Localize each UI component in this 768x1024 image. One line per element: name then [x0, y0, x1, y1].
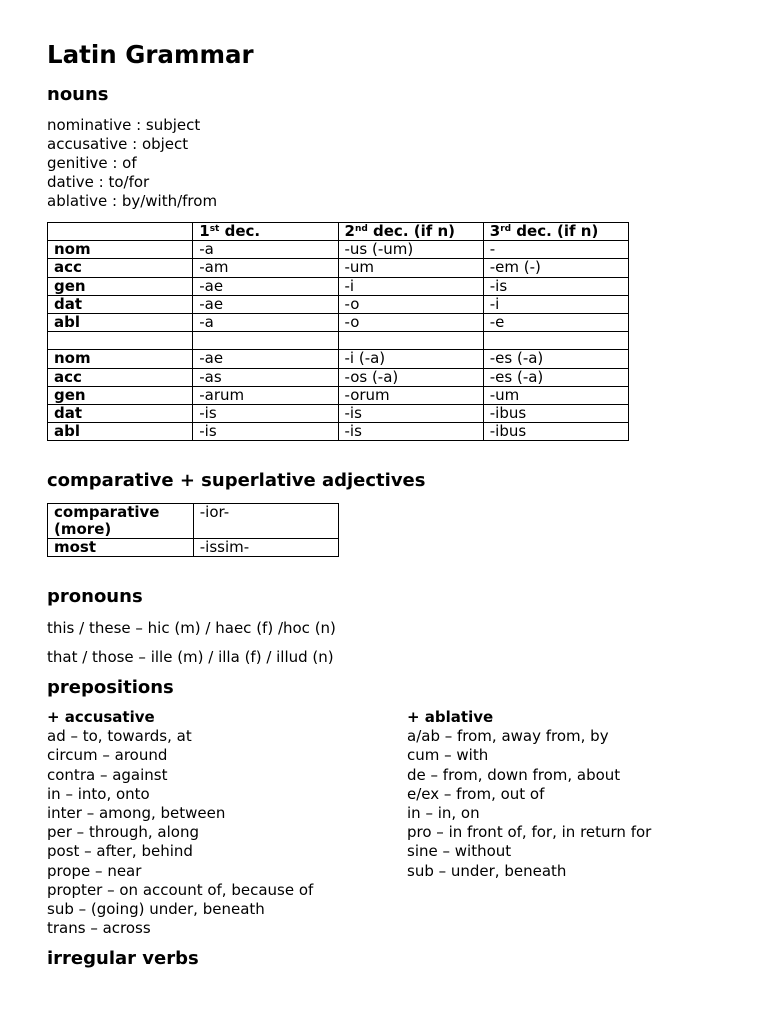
ending-cell: -o [338, 313, 483, 331]
table-row [48, 277, 629, 295]
column-header [483, 223, 628, 241]
ending-cell: -ibus [483, 423, 628, 441]
table-row [48, 539, 339, 557]
ending-cell [483, 332, 628, 350]
preposition-item: per – through, along [47, 823, 199, 842]
preposition-item: sub – (going) under, beneath [47, 899, 265, 918]
column-header [48, 223, 193, 241]
preposition-item: post – after, behind [47, 842, 193, 861]
header-rest: dec. (if n) [511, 222, 599, 240]
table-row [48, 504, 339, 539]
preposition-item: contra – against [47, 765, 168, 784]
case-cell: acc [48, 368, 193, 386]
preposition-item: inter – among, between [47, 803, 226, 822]
ending-cell: - [483, 241, 628, 259]
table-row [48, 295, 629, 313]
table-row [48, 350, 629, 368]
case-cell: gen [48, 277, 193, 295]
table-row [48, 332, 629, 350]
preposition-item: e/ex – from, out of [407, 784, 545, 803]
verbs-heading: irregular verbs [47, 948, 199, 969]
ending-cell: -ae [193, 277, 338, 295]
suffix-cell: -issim- [193, 539, 338, 557]
ending-cell: -orum [338, 386, 483, 404]
declension-table [47, 222, 629, 441]
ending-cell: -as [193, 368, 338, 386]
ending-cell: -a [193, 241, 338, 259]
preposition-item: trans – across [47, 919, 151, 938]
ablative-list [407, 708, 651, 881]
ablative-heading: + ablative [407, 708, 494, 726]
header-num: 3 [489, 222, 501, 240]
case-line: accusative : object [47, 135, 189, 154]
prepositions-heading: prepositions [47, 677, 174, 698]
case-cell: dat [48, 404, 193, 422]
ending-cell: -um [483, 386, 628, 404]
case-list [47, 116, 217, 211]
preposition-item: ad – to, towards, at [47, 727, 192, 746]
ending-cell: -am [193, 259, 338, 277]
case-cell: nom [48, 350, 193, 368]
accusative-list [47, 708, 313, 938]
preposition-item: sine – without [407, 842, 512, 861]
header-sup: st [209, 224, 220, 234]
ending-cell: -o [338, 295, 483, 313]
ending-cell: -is [193, 423, 338, 441]
ending-cell: -um [338, 259, 483, 277]
pronoun-line: that / those – ille (m) / illa (f) / illud (n) [47, 648, 334, 666]
ending-cell [193, 332, 338, 350]
degree-cell [48, 504, 194, 539]
header-rest: dec. [219, 222, 261, 240]
nouns-heading: nouns [47, 84, 109, 105]
table-header-row [48, 223, 629, 241]
ending-cell: -es (-a) [483, 350, 628, 368]
preposition-item: in – in, on [407, 803, 480, 822]
suffix-cell: -ior- [193, 504, 338, 539]
degree-note: (more) [54, 520, 112, 538]
adjectives-heading: comparative + superlative adjectives [47, 470, 426, 491]
ending-cell: -em (-) [483, 259, 628, 277]
header-sup: nd [354, 224, 368, 234]
ending-cell: -is [483, 277, 628, 295]
header-rest: dec. (if n) [367, 222, 456, 240]
case-cell: nom [48, 241, 193, 259]
preposition-item: a/ab – from, away from, by [407, 727, 609, 746]
ending-cell: -i [483, 295, 628, 313]
degree-label: most [54, 538, 97, 556]
table-row [48, 241, 629, 259]
preposition-item: in – into, onto [47, 784, 150, 803]
ending-cell: -is [338, 404, 483, 422]
preposition-item: prope – near [47, 861, 142, 880]
ending-cell [338, 332, 483, 350]
ending-cell: -a [193, 313, 338, 331]
table-row [48, 313, 629, 331]
ending-cell: -os (-a) [338, 368, 483, 386]
case-line: dative : to/for [47, 173, 150, 192]
case-cell: dat [48, 295, 193, 313]
column-header [193, 223, 338, 241]
case-cell: abl [48, 313, 193, 331]
degree-label: comparative [54, 503, 160, 521]
case-line: ablative : by/with/from [47, 192, 218, 211]
adjectives-table [47, 503, 339, 557]
ending-cell: -is [193, 404, 338, 422]
ending-cell: -es (-a) [483, 368, 628, 386]
case-line: genitive : of [47, 154, 137, 173]
ending-cell: -is [338, 423, 483, 441]
case-line: nominative : subject [47, 116, 201, 134]
case-cell: abl [48, 423, 193, 441]
preposition-item: de – from, down from, about [407, 765, 621, 784]
case-cell: acc [48, 259, 193, 277]
accusative-heading: + accusative [47, 708, 155, 726]
preposition-item: propter – on account of, because of [47, 880, 314, 899]
preposition-item: circum – around [47, 746, 168, 765]
pronoun-line: this / these – hic (m) / haec (f) /hoc (n) [47, 619, 336, 637]
header-sup: rd [500, 224, 512, 234]
ending-cell: -i [338, 277, 483, 295]
case-cell [48, 332, 193, 350]
pronouns-heading: pronouns [47, 586, 143, 607]
ending-cell: -i (-a) [338, 350, 483, 368]
table-row [48, 259, 629, 277]
table-row [48, 404, 629, 422]
header-num: 2 [344, 222, 355, 240]
table-row [48, 368, 629, 386]
page-title: Latin Grammar [47, 40, 254, 69]
case-cell: gen [48, 386, 193, 404]
ending-cell: -arum [193, 386, 338, 404]
table-row [48, 423, 629, 441]
ending-cell: -ae [193, 295, 338, 313]
ending-cell: -ae [193, 350, 338, 368]
degree-cell [48, 539, 194, 557]
table-row [48, 386, 629, 404]
column-header [338, 223, 483, 241]
preposition-item: pro – in front of, for, in return for [407, 823, 652, 842]
header-num: 1 [199, 222, 210, 240]
preposition-item: cum – with [407, 746, 489, 765]
ending-cell: -us (-um) [338, 241, 483, 259]
ending-cell: -e [483, 313, 628, 331]
ending-cell: -ibus [483, 404, 628, 422]
preposition-item: sub – under, beneath [407, 861, 567, 880]
